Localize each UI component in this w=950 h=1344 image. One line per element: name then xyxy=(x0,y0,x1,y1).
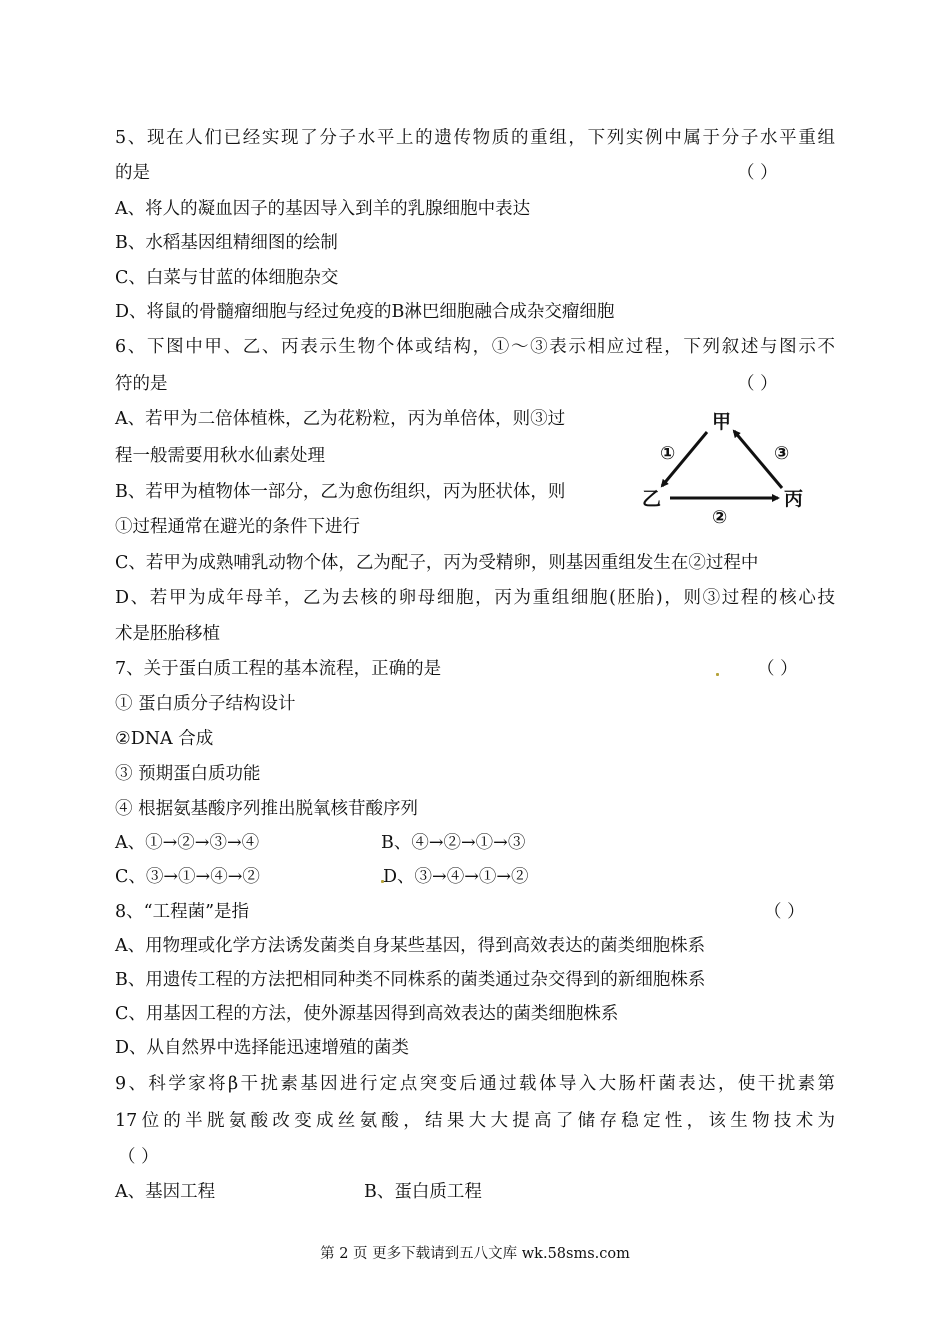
q8-option-a: A、用物理或化学方法诱发菌类自身某些基因，得到高效表达的菌类细胞株系 xyxy=(115,936,706,956)
q5-option-d: D、将鼠的骨髓瘤细胞与经过免疫的B淋巴细胞融合成杂交瘤细胞 xyxy=(115,302,615,322)
q8-answer-paren: （ ） xyxy=(764,902,805,922)
page-footer: 第 2 页 更多下载请到五八文库 wk.58sms.com xyxy=(320,1246,630,1262)
q6-option-a-line2: 程一般需要用秋水仙素处理 xyxy=(115,446,325,466)
stray-dot xyxy=(716,673,719,676)
q6-option-d-line2: 术是胚胎移植 xyxy=(115,624,220,644)
diagram-node-top: 甲 xyxy=(712,411,732,433)
q7-step-1: ① 蛋白质分子结构设计 xyxy=(115,694,296,714)
q7-step-3: ③ 预期蛋白质功能 xyxy=(115,764,261,784)
q6-option-b-line2: ①过程通常在避光的条件下进行 xyxy=(115,517,360,537)
diagram-label-2: ② xyxy=(712,507,728,527)
q8-stem: 8、“工程菌”是指 xyxy=(115,902,250,922)
q9-option-a: A、基因工程 xyxy=(115,1182,216,1202)
q7-option-b: B、④→②→①→③ xyxy=(381,833,526,853)
q7-option-c: C、③→①→④→② xyxy=(115,867,260,887)
q8-option-c: C、用基因工程的方法，使外源基因得到高效表达的菌类细胞株系 xyxy=(115,1004,619,1024)
q5-stem-line1: 5、现在人们已经实现了分子水平上的遗传物质的重组，下列实例中属于分子水平重组 xyxy=(115,128,835,148)
q8-option-d: D、从自然界中选择能迅速增殖的菌类 xyxy=(115,1038,410,1058)
diagram-label-1: ① xyxy=(660,443,676,464)
q7-step-4: ④ 根据氨基酸序列推出脱氧核苷酸序列 xyxy=(115,799,419,819)
q6-option-b-line1: B、若甲为植物体一部分，乙为愈伤组织，丙为胚状体，则 xyxy=(115,482,566,502)
q5-option-c: C、白菜与甘蓝的体细胞杂交 xyxy=(115,268,339,288)
q9-option-b: B、蛋白质工程 xyxy=(364,1182,482,1202)
q6-stem-line1: 6、下图中甲、乙、丙表示生物个体或结构，①～③表示相应过程，下列叙述与图示不 xyxy=(115,337,835,357)
diagram-node-right: 丙 xyxy=(784,488,804,510)
diagram-node-left: 乙 xyxy=(642,488,662,510)
q8-option-b: B、用遗传工程的方法把相同种类不同株系的菌类通过杂交得到的新细胞株系 xyxy=(115,970,706,990)
q6-answer-paren: （ ） xyxy=(737,374,778,394)
q6-stem-line2: 符的是 xyxy=(115,374,168,394)
q5-stem-line2: 的是 xyxy=(115,163,150,183)
q5-answer-paren: （ ） xyxy=(737,163,778,183)
process-diagram xyxy=(632,402,812,527)
q7-option-a: A、①→②→③→④ xyxy=(115,833,260,853)
q5-option-a: A、将人的凝血因子的基因导入到羊的乳腺细胞中表达 xyxy=(115,199,531,219)
q9-answer-paren: （ ） xyxy=(118,1147,159,1167)
diagram-label-3: ③ xyxy=(774,443,790,464)
q7-stem: 7、关于蛋白质工程的基本流程，正确的是 xyxy=(115,659,442,679)
q9-stem-line1: 9、科学家将β干扰素基因进行定点突变后通过载体导入大肠杆菌表达，使干扰素第 xyxy=(115,1074,835,1094)
q7-step-2: ②DNA 合成 xyxy=(115,729,214,749)
q9-stem-line2: 17位的半胱氨酸改变成丝氨酸，结果大大提高了储存稳定性，该生物技术为 xyxy=(115,1111,835,1131)
q6-option-a-line1: A、若甲为二倍体植株，乙为花粉粒，丙为单倍体，则③过 xyxy=(115,409,566,429)
q6-option-d-line1: D、若甲为成年母羊，乙为去核的卵母细胞，丙为重组细胞(胚胎)，则③过程的核心技 xyxy=(115,588,835,608)
q7-answer-paren: （ ） xyxy=(757,659,798,679)
q6-option-c: C、若甲为成熟哺乳动物个体，乙为配子，丙为受精卵，则基因重组发生在②过程中 xyxy=(115,553,759,573)
q5-option-b: B、水稻基因组精细图的绘制 xyxy=(115,233,338,253)
q7-option-d: D、③→④→①→② xyxy=(383,867,529,887)
